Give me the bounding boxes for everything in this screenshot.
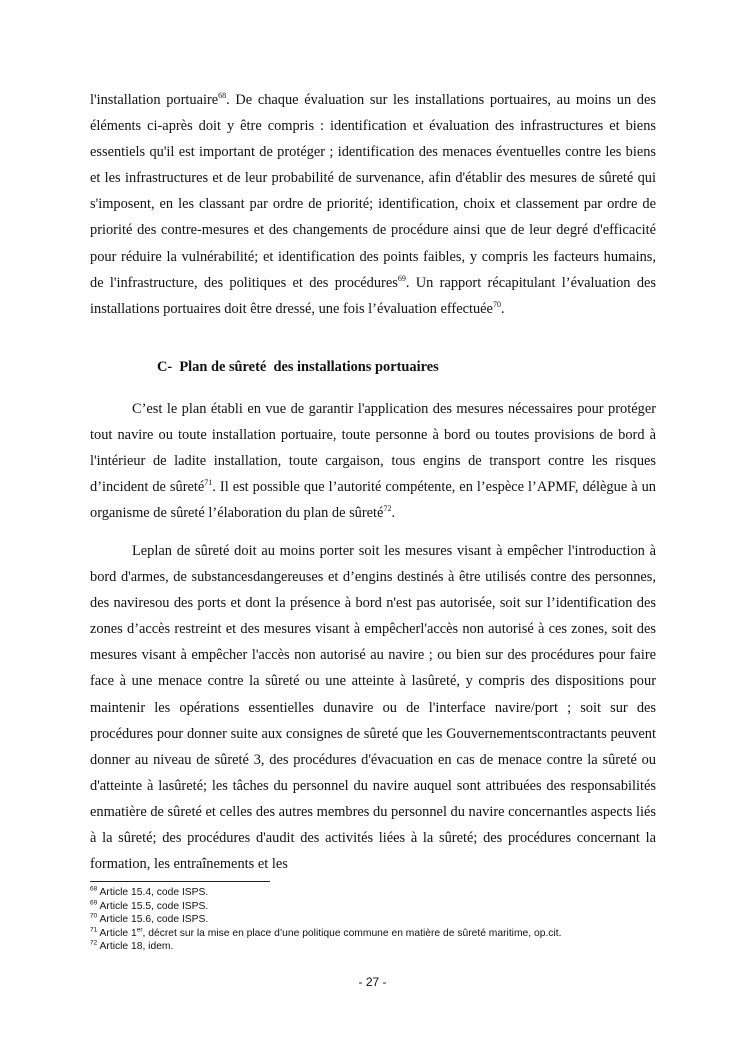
footnote-ref-69[interactable]: 69 (397, 273, 406, 283)
p1-text-3: . Un rapport récapitulant l’évaluation des installations portuaires doit être dressé, une fois l’évaluation effectuée (90, 274, 657, 317)
footnote-ref-68[interactable]: 68 (218, 91, 227, 101)
section-heading: C- Plan de sûreté des installations portuaires (157, 359, 439, 375)
footnote-69 (90, 900, 690, 914)
p1-text-4: . (500, 300, 505, 317)
footnote-number: 71 (90, 926, 98, 934)
footnote-number: 69 (90, 899, 98, 907)
footnote-text: Article 18, idem. (99, 941, 174, 953)
footnote-71 (90, 927, 690, 941)
footnote-superscript: er (136, 926, 143, 934)
paragraph-security-plan (90, 396, 656, 526)
p2-text-2: . Il est possible que l’autorité compétente, en l’espèce l’APMF, délègue à un organisme de sûreté l’élaboration du plan de sûreté (90, 479, 656, 522)
footnote-text-rest: , décret sur la mise en place d’une politique commune en matière de sûreté maritime, op.cit. (142, 927, 562, 939)
footnote-text: Article 15.6, code ISPS. (99, 914, 209, 926)
paragraph-plan-contents (90, 538, 656, 877)
p1-text-1: l'installation portuaire (90, 92, 219, 108)
p1-text-2: . De chaque évaluation sur les installations portuaires, au moins un des éléments ci-après doit y être compris : identification et évaluation des infrastructures et biens essentiels qu'il est important de protéger ; identification des menaces éventuelles contre les biens et les infrastructures et de leur probabilité de survenance, afin d'établir des mesures de sûreté qui s'imposent, en les classant par ordre de priorité; identification, choix et classement par ordre de priorité des contre-mesures et des changements de procédure ainsi que de leur degré d'efficacité pour réduire la vulnérabilité; et identification des points faibles, y compris les facteurs humains, de l'infrastructure, des politiques et des procédures (90, 92, 656, 291)
footnote-text: Article 1 (99, 927, 137, 939)
paragraph-port-assessment (90, 87, 656, 322)
p2-text-3: . (391, 505, 396, 522)
footnotes (90, 886, 690, 954)
footnote-separator (90, 881, 270, 882)
footnote-number: 70 (90, 912, 98, 920)
footnote-number: 72 (90, 939, 98, 947)
footnote-68 (90, 886, 690, 900)
footnote-text: Article 15.5, code ISPS. (99, 900, 209, 912)
footnote-70 (90, 913, 690, 927)
footnote-text: Article 15.4, code ISPS. (99, 887, 209, 898)
footnote-72 (90, 940, 690, 954)
p3-text: Leplan de sûreté doit au moins porter soit les mesures visant à empêcher l'introduction à bord d'armes, de substancesdangereuses et d’engins destinés à être utilisés contre des personnes, des naviresou des ports et dont la présence à bord n'est pas autorisée, soit sur l’identification des zones d’accès restreint et des mesures visant à empêcherl'accès non autorisé à ces zones, soit des mesures visant à empêcher l'accès non autorisé au navire ; ou bien sur des procédures pour faire face à une menace contre la sûreté ou une atteinte à lasûreté, y compris des dispositions pour maintenir les opérations essentielles dunavire ou de l'interface navire/port ; soit sur des procédures pour donner suite aux consignes de sûreté que les Gouvernementscontractants peuvent donner au niveau de sûreté 3, des procédures d'évacuation en cas de menace contre la sûreté ou d'atteinte à lasûreté; les tâches du personnel du navire auquel sont attribuées des responsabilités enmatière de sûreté et celles des autres membres du personnel du navire concernantles aspects liés à la sûreté; des procédures d'audit des activités liées à la sûreté; des procédures concernant la formation, les entraînements et les (90, 543, 656, 873)
footnote-ref-71[interactable]: 71 (204, 478, 213, 488)
footnote-ref-72[interactable]: 72 (383, 504, 392, 514)
p2-text-1: C’est le plan établi en vue de garantir l'application des mesures nécessaires pour protéger tout navire ou toute installation portuaire, toute personne à bord ou toutes provisions de bord à l'intérieur de ladite installation, toute cargaison, tous engins de transport contre les risques d’incident de sûreté (90, 401, 656, 496)
footnote-number: 68 (90, 885, 98, 893)
page-number: - 27 - (358, 975, 387, 989)
footnote-ref-70[interactable]: 70 (492, 299, 501, 309)
